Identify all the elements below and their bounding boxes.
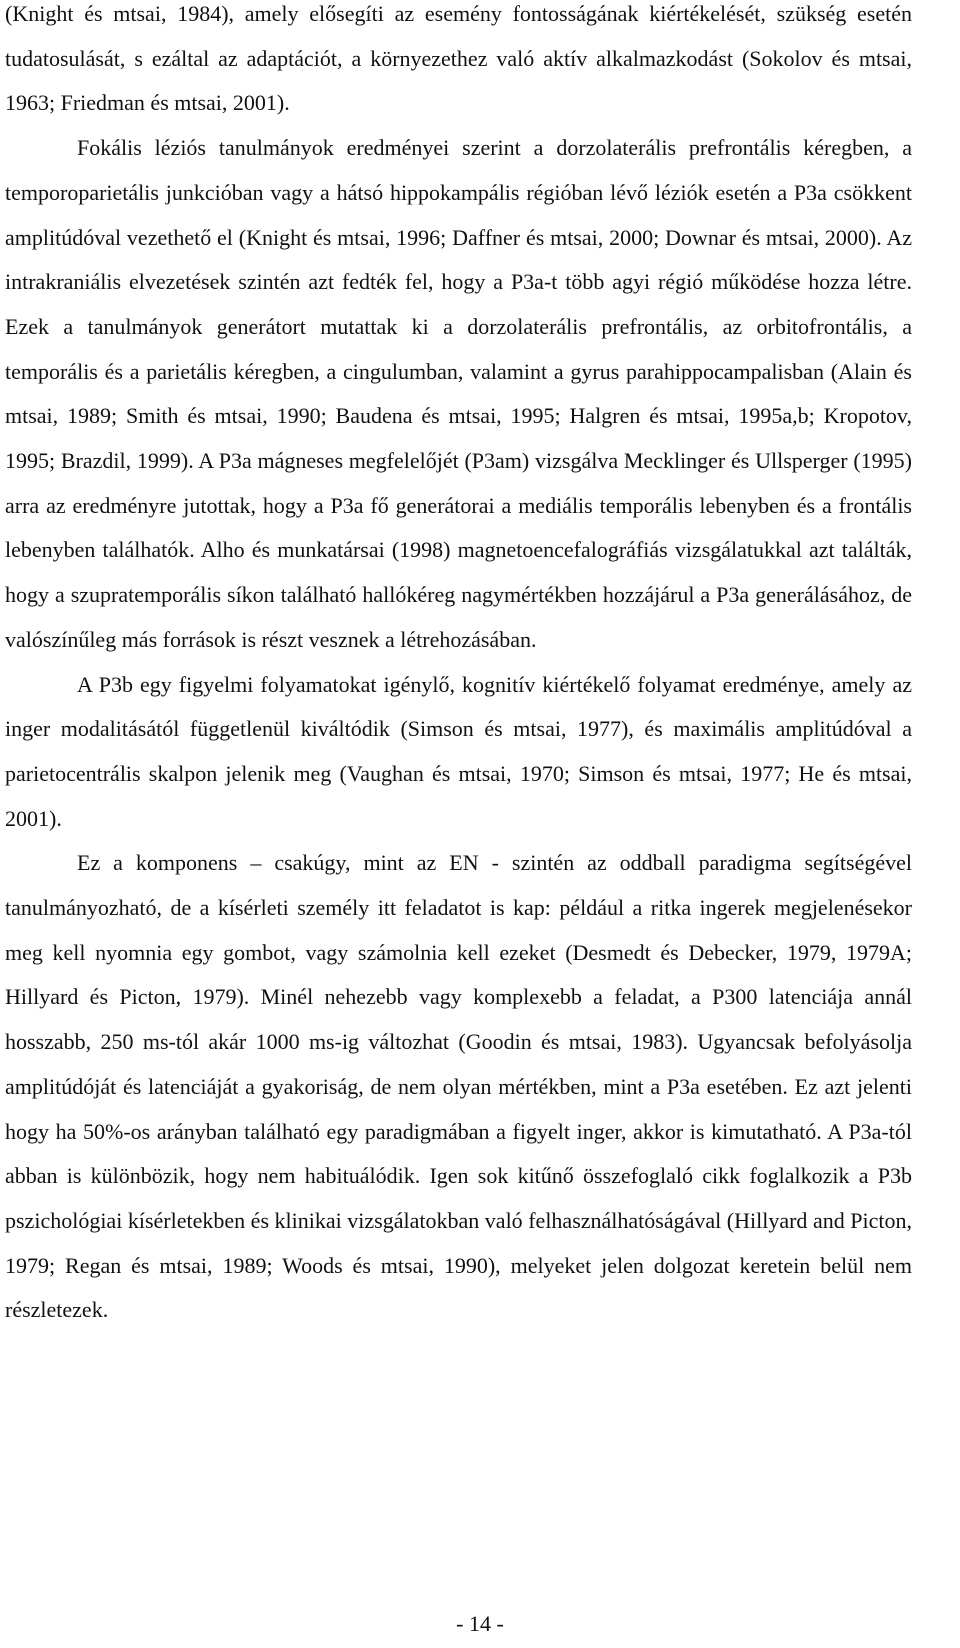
page-number: - 14 - [456,1611,504,1636]
paragraph-p3b-oddball: Ez a komponens – csakúgy, mint az EN - szintén az oddball paradigma segítségével tanulmányozható, de a kísérleti személy itt feladatot is kap: például a ritka ingerek megjelenésekor meg kell nyomnia egy gombot, vagy számolnia kell ezeket (Desmedt és Debecker, 1979, 1979A; Hillyard és Picton, 1979). Minél nehezebb vagy komplexebb a feladat, a P300 latenciája annál hosszabb, 250 ms-tól akár 1000 ms-ig változhat (Goodin és mtsai, 1983). Ugyancsak befolyásolja amplitúdóját és latenciáját a gyakoriság, de nem olyan mértékben, mint a P3a esetében. Ez azt jelenti hogy ha 50%-os arányban található egy paradigmában a figyelt inger, akkor is kimutatható. A P3a-tól abban is különbözik, hogy nem habituálódik. Igen sok kitűnő összefoglaló cikk foglalkozik a P3b pszichológiai kísérletekben és klinikai vizsgálatokban való felhasználhatóságával (Hillyard and Picton, 1979; Regan és mtsai, 1989; Woods és mtsai, 1990), melyeket jelen dolgozat keretein belül nem részletezek. [5,850,912,1323]
paragraph-continued: (Knight és mtsai, 1984), amely elősegíti az esemény fontosságának kiértékelését, szükség esetén tudatosulását, s ezáltal az adaptációt, a környezethez való aktív alkalmazkodást (Sokolov és mtsai, 1963; Friedman és mtsai, 2001). [5,1,912,116]
paragraph-p3a-lesion-studies: Fokális léziós tanulmányok eredményei szerint a dorzolaterális prefrontális kéregben, a temporoparietális junkcióban vagy a hátsó hippokampális régióban lévő léziók esetén a P3a csökkent amplitúdóval vezethető el (Knight és mtsai, 1996; Daffner és mtsai, 2000; Downar és mtsai, 2000). Az intrakraniális elvezetések szintén azt fedték fel, hogy a P3a-t több agyi régió működése hozza létre. Ezek a tanulmányok generátort mutattak ki a dorzolaterális prefrontális, az orbitofrontális, a temporális és a parietális kéregben, a cingulumban, valamint a gyrus parahippocampalisban (Alain és mtsai, 1989; Smith és mtsai, 1990; Baudena és mtsai, 1995; Halgren és mtsai, 1995a,b; Kropotov, 1995; Brazdil, 1999). A P3a mágneses megfelelőjét (P3am) vizsgálva Mecklinger és Ullsperger (1995) arra az eredményre jutottak, hogy a P3a fő generátorai a mediális temporális lebenyben és a frontális lebenyben találhatók. Alho és munkatársai (1998) magnetoencefalográfiás vizsgálatukkal azt találták, hogy a szupratemporális síkon található hallókéreg nagymértékben hozzájárul a P3a generálásához, de valószínűleg más források is részt vesznek a létrehozásában. [5,135,912,652]
body-text [5,0,912,1333]
paragraph-p3b-definition: A P3b egy figyelmi folyamatokat igénylő, kognitív kiértékelő folyamat eredménye, amely az inger modalitásától függetlenül kiváltódik (Simson és mtsai, 1977), és maximális amplitúdóval a parietocentrális skalpon jelenik meg (Vaughan és mtsai, 1970; Simson és mtsai, 1977; He és mtsai, 2001). [5,671,912,831]
